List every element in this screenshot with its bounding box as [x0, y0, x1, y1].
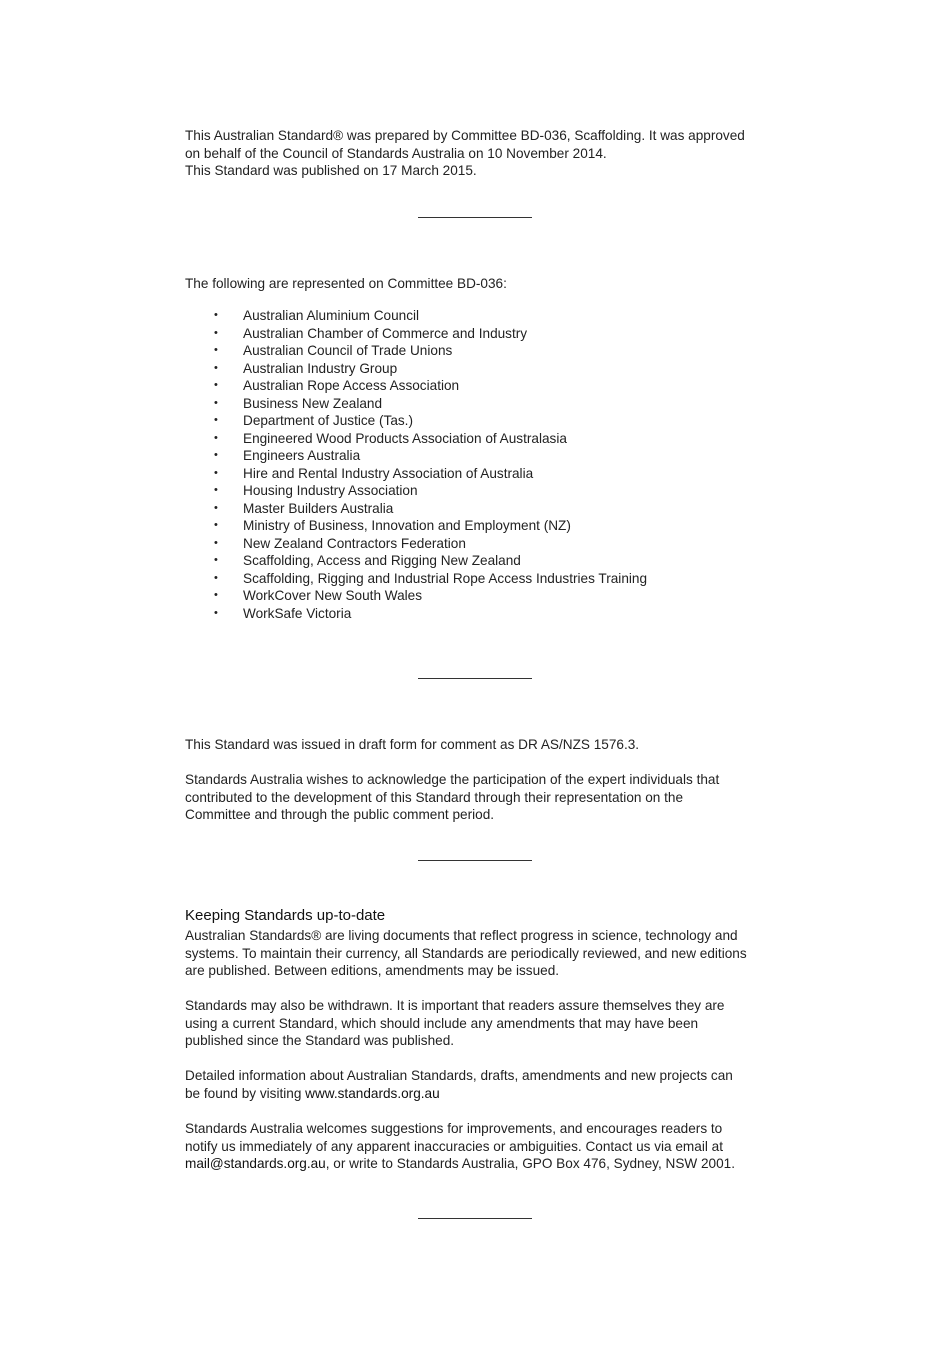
- section-divider: [418, 678, 532, 679]
- bullet-icon: •: [214, 466, 218, 479]
- bullet-icon: •: [214, 344, 218, 356]
- bullet-icon: •: [214, 536, 218, 549]
- draft-issued-text: This Standard was issued in draft form for comment as DR AS/NZS 1576.3.: [185, 737, 640, 752]
- bullet-icon: •: [214, 309, 218, 321]
- member-name: WorkSafe Victoria: [243, 605, 352, 621]
- bullet-icon: •: [214, 519, 218, 531]
- list-item: [185, 447, 745, 465]
- member-name: Master Builders Australia: [243, 500, 394, 516]
- member-name: Australian Rope Access Association: [243, 378, 460, 393]
- acknowledgement-line: Committee and through the public comment period.: [185, 807, 495, 822]
- list-item: [185, 500, 745, 518]
- paragraph-text: , or write to Standards Australia, GPO Box 476, Sydney, NSW 2001.: [325, 1156, 736, 1171]
- list-item: [185, 377, 745, 395]
- list-item: [185, 325, 745, 343]
- member-name: Hire and Rental Industry Association of Australia: [243, 465, 534, 481]
- list-item: [185, 517, 745, 535]
- list-item: [185, 360, 745, 378]
- list-item: [185, 552, 745, 570]
- paragraph-line: Standards may also be withdrawn. It is important that readers assure themselves they are: [185, 998, 725, 1013]
- member-name: Department of Justice (Tas.): [243, 413, 413, 428]
- section-divider: [418, 217, 532, 218]
- list-item: [185, 342, 745, 360]
- member-name: Engineered Wood Products Association of Australasia: [243, 430, 567, 446]
- acknowledgement-line: contributed to the development of this Standard through their representation on the: [185, 789, 684, 805]
- keeping-section: [185, 907, 775, 925]
- section-divider: [418, 860, 532, 861]
- member-name: Engineers Australia: [243, 448, 361, 463]
- member-name: Business New Zealand: [243, 395, 383, 411]
- section-divider: [418, 1218, 532, 1219]
- bullet-icon: •: [214, 589, 218, 601]
- list-item: [185, 570, 745, 588]
- publication-line: This Standard was published on 17 March 2015.: [185, 163, 477, 178]
- keeping-paragraph-1: [185, 927, 775, 980]
- paragraph-line: Standards Australia welcomes suggestions for improvements, and encourages readers to: [185, 1121, 723, 1136]
- bullet-icon: •: [214, 606, 218, 619]
- bullet-icon: •: [214, 396, 218, 409]
- committee-intro: [185, 275, 775, 293]
- bullet-icon: •: [214, 484, 218, 496]
- member-name: Australian Council of Trade Unions: [243, 343, 453, 358]
- draft-paragraph: [185, 736, 775, 754]
- approval-line: This Australian Standard® was prepared by Committee BD-036, Scaffolding. It was approved: [185, 128, 745, 143]
- paragraph-line: using a current Standard, which should include any amendments that may have been: [185, 1015, 699, 1031]
- bullet-icon: •: [214, 431, 218, 444]
- bullet-icon: •: [214, 554, 218, 566]
- paragraph-line: systems. To maintain their currency, all Standards are periodically reviewed, and new editions: [185, 945, 747, 961]
- acknowledgement-line: Standards Australia wishes to acknowledge the participation of the expert individuals that: [185, 772, 720, 787]
- member-name: Scaffolding, Access and Rigging New Zealand: [243, 553, 521, 568]
- member-name: New Zealand Contractors Federation: [243, 535, 466, 551]
- keeping-paragraph-3: [185, 1067, 775, 1102]
- paragraph-line: are published. Between editions, amendments may be issued.: [185, 963, 560, 978]
- paragraph-line: published since the Standard was published.: [185, 1033, 455, 1048]
- bullet-icon: •: [214, 414, 218, 426]
- list-item: [185, 587, 745, 605]
- member-name: WorkCover New South Wales: [243, 588, 423, 603]
- member-name: Australian Industry Group: [243, 360, 398, 376]
- member-name: Ministry of Business, Innovation and Employment (NZ): [243, 518, 571, 533]
- acknowledgement-paragraph: [185, 771, 775, 824]
- paragraph-line: [185, 1155, 775, 1173]
- keeping-paragraph-4: [185, 1120, 775, 1173]
- list-item: [185, 395, 745, 413]
- paragraph-line: Detailed information about Australian Standards, drafts, amendments and new projects can: [185, 1068, 733, 1083]
- list-item: [185, 482, 745, 500]
- member-name: Australian Aluminium Council: [243, 308, 420, 323]
- approval-line: on behalf of the Council of Standards Australia on 10 November 2014.: [185, 145, 607, 161]
- bullet-icon: •: [214, 326, 218, 339]
- member-name: Housing Industry Association: [243, 483, 418, 498]
- website-link[interactable]: www.standards.org.au: [305, 1085, 440, 1101]
- bullet-icon: •: [214, 571, 218, 584]
- section-heading: Keeping Standards up-to-date: [185, 907, 386, 924]
- list-item: [185, 307, 745, 325]
- paragraph-line: Australian Standards® are living documents that reflect progress in science, technology and: [185, 928, 738, 943]
- committee-member-list: [185, 307, 745, 622]
- bullet-icon: •: [214, 449, 218, 461]
- member-name: Scaffolding, Rigging and Industrial Rope Access Industries Training: [243, 570, 648, 586]
- bullet-icon: •: [214, 361, 218, 374]
- paragraph-text: be found by visiting: [185, 1085, 306, 1101]
- email-link[interactable]: mail@standards.org.au: [185, 1156, 326, 1171]
- approval-paragraph: [185, 127, 775, 180]
- keeping-paragraph-2: [185, 997, 775, 1050]
- list-item: [185, 605, 745, 623]
- list-item: [185, 430, 745, 448]
- paragraph-line: [185, 1085, 775, 1103]
- list-item: [185, 412, 745, 430]
- bullet-icon: •: [214, 501, 218, 514]
- committee-intro-text: The following are represented on Committee BD-036:: [185, 276, 507, 291]
- member-name: Australian Chamber of Commerce and Industry: [243, 325, 528, 341]
- list-item: [185, 535, 745, 553]
- list-item: [185, 465, 745, 483]
- bullet-icon: •: [214, 379, 218, 391]
- paragraph-line: notify us immediately of any apparent inaccuracies or ambiguities. Contact us via email at: [185, 1138, 723, 1154]
